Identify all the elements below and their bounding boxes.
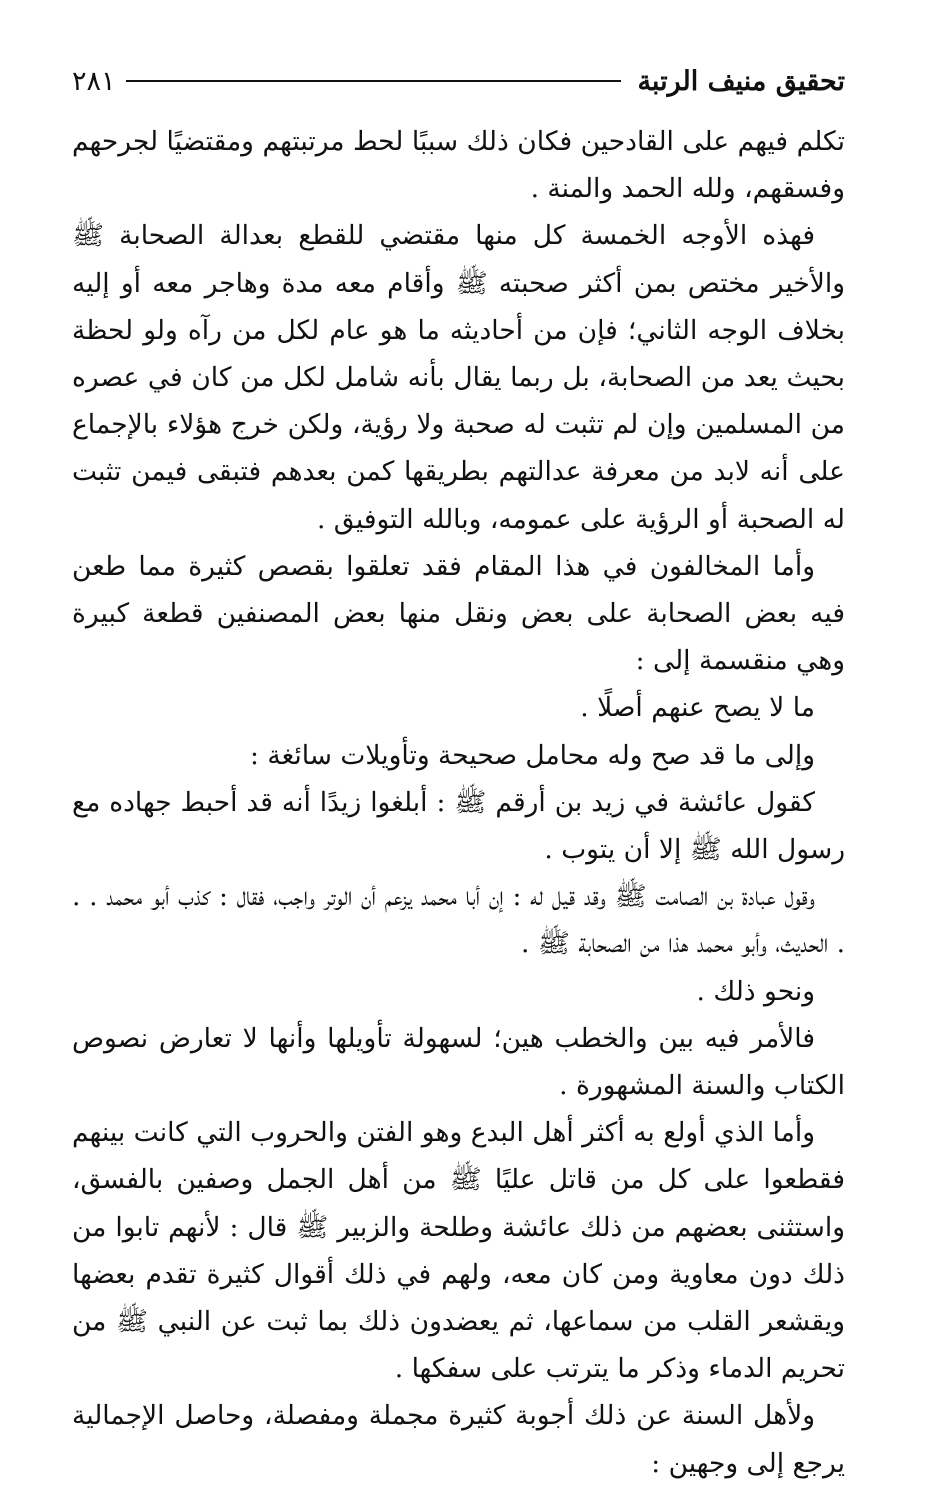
paragraph: تكلم فيهم على القادحين فكان ذلك سببًا لحط مرتبتهم ومقتضيًا لجرحهم وفسقهم، ولله الحمد والمنة .: [72, 126, 845, 205]
document-page: [72, 58, 845, 1479]
paragraph: وقول عبادة بن الصامت ﷺ وقد قيل له : إن أبا محمد يزعم أن الوتر واجب، فقال : كذب أبو محمد . . . الحديث، وأبو محمد هذا من الصحابة ﷺ .: [72, 881, 845, 960]
paragraph: فهذه الأوجه الخمسة كل منها مقتضي للقطع بعدالة الصحابة ﷺ والأخير مختص بمن أكثر صحبته ﷺ وأقام معه مدة وهاجر معه أو إليه بخلاف الوجه الثاني؛ فإن من أحاديثه ما هو عام لكل من رآه ولو لحظة بحيث يعد من الصحابة، بل ربما يقال بأنه شامل لكل من كان في عصره من المسلمين وإن لم تثبت له صحبة ولا رؤية، ولكن خرج هؤلاء بالإجماع على أنه لابد من معرفة عدالتهم بطريقها كمن بعدهم فتبقى فيمن تثبت له الصحبة أو الرؤية على عمومه، وبالله التوفيق .: [72, 220, 845, 535]
body-text: [72, 118, 845, 1487]
running-header: [72, 58, 845, 104]
header-rule: [126, 80, 622, 82]
paragraph: ولأهل السنة عن ذلك أجوبة كثيرة مجملة ومفصلة، وحاصل الإجمالية يرجع إلى وجهين :: [72, 1400, 845, 1479]
paragraph: وأما المخالفون في هذا المقام فقد تعلقوا بقصص كثيرة مما طعن فيه بعض الصحابة على بعض ونقل منها بعض المصنفين قطعة كبيرة وهي منقسمة إلى :: [72, 550, 845, 677]
paragraph: ونحو ذلك .: [696, 975, 815, 1007]
paragraph: كقول عائشة في زيد بن أرقم ﷺ : أبلغوا زيدًا أنه قد أحبط جهاده مع رسول الله ﷺ إلا أن يتوب .: [72, 786, 845, 866]
paragraph: وأما الذي أولع به أكثر أهل البدع وهو الفتن والحروب التي كانت بينهم فقطعوا على كل من قاتل عليًا ﷺ من أهل الجمل وصفين بالفسق، واستثنى بعضهم من ذلك عائشة وطلحة والزبير ﷺ قال : لأنهم تابوا من ذلك دون معاوية ومن كان معه، ولهم في ذلك أقوال كثيرة تقدم بعضها ويقشعر القلب من سماعها، ثم يعضدون ذلك بما ثبت عن النبي ﷺ من تحريم الدماء وذكر ما يترتب على سفكها .: [72, 1117, 845, 1385]
header-title: تحقيق منيف الرتبة: [637, 65, 845, 97]
paragraph: فالأمر فيه بين والخطب هين؛ لسهولة تأويلها وأنها لا تعارض نصوص الكتاب والسنة المشهورة .: [72, 1022, 845, 1102]
page-number: ٢٨١: [72, 65, 116, 97]
paragraph: وإلى ما قد صح وله محامل صحيحة وتأويلات سائغة :: [250, 739, 815, 771]
paragraph: ما لا يصح عنهم أصلًا .: [580, 692, 815, 724]
